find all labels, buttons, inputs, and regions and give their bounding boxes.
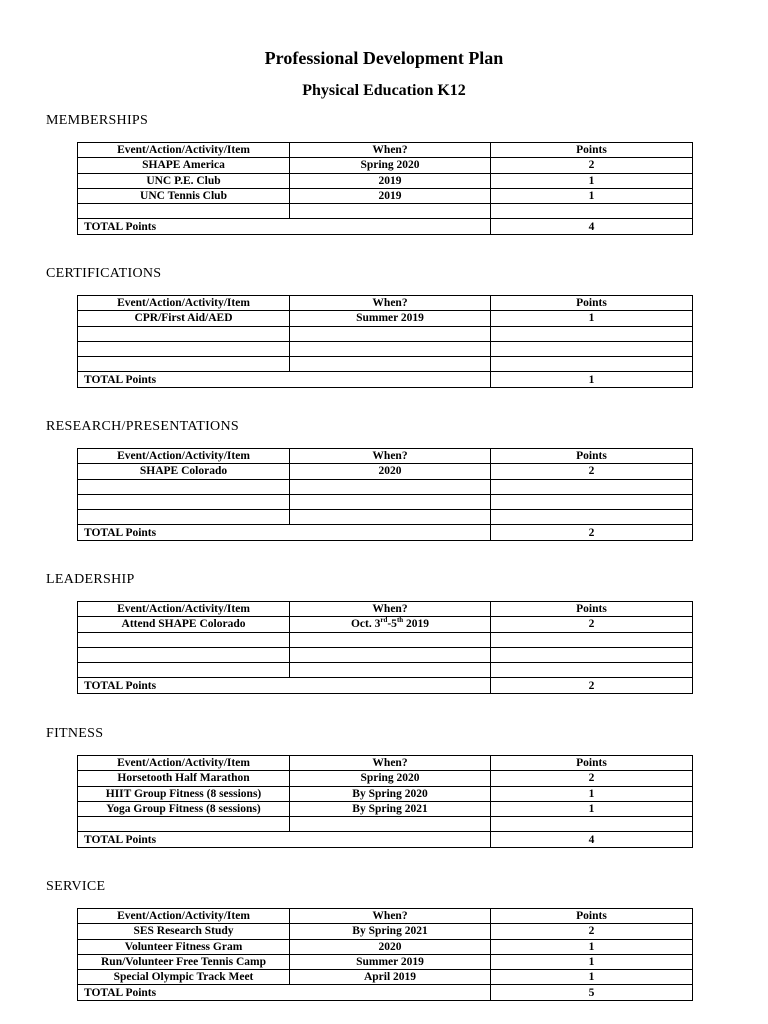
- cell-event: [78, 479, 290, 494]
- column-header-when: When?: [290, 143, 491, 158]
- total-points-value: 1: [491, 372, 693, 387]
- section-heading-memberships: MEMBERSHIPS: [46, 113, 149, 128]
- column-header-event: Event/Action/Activity/Item: [78, 143, 290, 158]
- cell-when: By Spring 2020: [290, 786, 491, 801]
- total-label: TOTAL Points: [78, 678, 491, 693]
- cell-points: [491, 479, 693, 494]
- table-row: [78, 326, 693, 341]
- table-row: [78, 970, 693, 985]
- table-row: [78, 817, 693, 832]
- cell-event: Run/Volunteer Free Tennis Camp: [78, 954, 290, 969]
- cell-when: 2019: [290, 173, 491, 188]
- table-research-presentations: [77, 448, 693, 541]
- total-points-value: 2: [491, 678, 693, 693]
- total-row: [78, 678, 693, 693]
- cell-when: [290, 510, 491, 525]
- table-leadership: [77, 601, 693, 694]
- total-points-value: 2: [491, 525, 693, 540]
- cell-points: 2: [491, 771, 693, 786]
- cell-points: 1: [491, 786, 693, 801]
- cell-when: [290, 494, 491, 509]
- cell-event: SHAPE America: [78, 158, 290, 173]
- cell-when: [290, 357, 491, 372]
- section-heading-certifications: CERTIFICATIONS: [46, 266, 162, 281]
- table-row: [78, 632, 693, 647]
- total-points-value: 4: [491, 219, 693, 234]
- total-row: [78, 219, 693, 234]
- cell-when: April 2019: [290, 970, 491, 985]
- total-label: TOTAL Points: [78, 832, 491, 847]
- table-row: [78, 204, 693, 219]
- total-row: [78, 985, 693, 1000]
- cell-when: Oct. 3rd-5th 2019: [290, 617, 491, 632]
- column-header-when: When?: [290, 449, 491, 464]
- cell-points: 1: [491, 970, 693, 985]
- cell-points: [491, 663, 693, 678]
- total-label: TOTAL Points: [78, 525, 491, 540]
- cell-event: [78, 632, 290, 647]
- cell-points: 2: [491, 924, 693, 939]
- table-row: [78, 158, 693, 173]
- cell-when: Spring 2020: [290, 158, 491, 173]
- cell-when: By Spring 2021: [290, 924, 491, 939]
- column-header-event: Event/Action/Activity/Item: [78, 449, 290, 464]
- cell-when: By Spring 2021: [290, 801, 491, 816]
- cell-points: [491, 494, 693, 509]
- cell-event: Volunteer Fitness Gram: [78, 939, 290, 954]
- cell-when: Summer 2019: [290, 311, 491, 326]
- cell-event: [78, 326, 290, 341]
- cell-event: [78, 510, 290, 525]
- table-row: [78, 188, 693, 203]
- cell-event: Attend SHAPE Colorado: [78, 617, 290, 632]
- table-header-row: [78, 909, 693, 924]
- table-row: [78, 801, 693, 816]
- table-row: [78, 341, 693, 356]
- cell-points: [491, 357, 693, 372]
- cell-event: UNC P.E. Club: [78, 173, 290, 188]
- column-header-when: When?: [290, 909, 491, 924]
- cell-points: [491, 510, 693, 525]
- cell-event: Horsetooth Half Marathon: [78, 771, 290, 786]
- table-fitness: [77, 755, 693, 848]
- total-row: [78, 832, 693, 847]
- column-header-points: Points: [491, 756, 693, 771]
- table-row: [78, 786, 693, 801]
- cell-points: [491, 817, 693, 832]
- total-label: TOTAL Points: [78, 985, 491, 1000]
- cell-event: CPR/First Aid/AED: [78, 311, 290, 326]
- table-service: [77, 908, 693, 1001]
- column-header-points: Points: [491, 909, 693, 924]
- table-memberships: [77, 142, 693, 235]
- column-header-event: Event/Action/Activity/Item: [78, 296, 290, 311]
- table-header-row: [78, 143, 693, 158]
- cell-event: [78, 494, 290, 509]
- cell-event: Special Olympic Track Meet: [78, 970, 290, 985]
- total-row: [78, 525, 693, 540]
- cell-event: [78, 647, 290, 662]
- cell-points: [491, 632, 693, 647]
- table-row: [78, 494, 693, 509]
- table-row: [78, 663, 693, 678]
- section-heading-leadership: LEADERSHIP: [46, 572, 135, 587]
- cell-event: [78, 204, 290, 219]
- column-header-when: When?: [290, 296, 491, 311]
- section-heading-fitness: FITNESS: [46, 726, 104, 741]
- table-header-row: [78, 602, 693, 617]
- cell-when: 2020: [290, 464, 491, 479]
- cell-when: [290, 204, 491, 219]
- cell-points: 2: [491, 617, 693, 632]
- cell-when: [290, 663, 491, 678]
- cell-event: [78, 357, 290, 372]
- column-header-points: Points: [491, 449, 693, 464]
- table-header-row: [78, 449, 693, 464]
- total-row: [78, 372, 693, 387]
- column-header-event: Event/Action/Activity/Item: [78, 756, 290, 771]
- cell-when: 2020: [290, 939, 491, 954]
- total-label: TOTAL Points: [78, 219, 491, 234]
- table-header-row: [78, 296, 693, 311]
- cell-when: [290, 341, 491, 356]
- column-header-points: Points: [491, 602, 693, 617]
- cell-event: UNC Tennis Club: [78, 188, 290, 203]
- table-row: [78, 173, 693, 188]
- column-header-points: Points: [491, 143, 693, 158]
- table-certifications: [77, 295, 693, 388]
- cell-event: [78, 341, 290, 356]
- table-row: [78, 647, 693, 662]
- cell-event: Yoga Group Fitness (8 sessions): [78, 801, 290, 816]
- table-row: [78, 924, 693, 939]
- cell-points: [491, 341, 693, 356]
- table-header-row: [78, 756, 693, 771]
- table-row: [78, 510, 693, 525]
- total-label: TOTAL Points: [78, 372, 491, 387]
- cell-when: [290, 817, 491, 832]
- cell-event: SHAPE Colorado: [78, 464, 290, 479]
- cell-points: [491, 204, 693, 219]
- cell-event: SES Research Study: [78, 924, 290, 939]
- cell-points: [491, 326, 693, 341]
- total-points-value: 5: [491, 985, 693, 1000]
- cell-points: 1: [491, 801, 693, 816]
- cell-points: 2: [491, 158, 693, 173]
- table-row: [78, 939, 693, 954]
- column-header-points: Points: [491, 296, 693, 311]
- cell-points: [491, 647, 693, 662]
- cell-when: Spring 2020: [290, 771, 491, 786]
- section-heading-research-presentations: RESEARCH/PRESENTATIONS: [46, 419, 239, 434]
- cell-points: 2: [491, 464, 693, 479]
- table-row: [78, 357, 693, 372]
- cell-when: Summer 2019: [290, 954, 491, 969]
- column-header-when: When?: [290, 756, 491, 771]
- document-subtitle: Physical Education K12: [302, 82, 466, 99]
- cell-event: [78, 817, 290, 832]
- table-row: [78, 617, 693, 632]
- cell-points: 1: [491, 954, 693, 969]
- cell-points: 1: [491, 173, 693, 188]
- cell-when: [290, 326, 491, 341]
- table-row: [78, 311, 693, 326]
- section-heading-service: SERVICE: [46, 879, 106, 894]
- document-title: Professional Development Plan: [264, 48, 504, 68]
- cell-when: 2019: [290, 188, 491, 203]
- table-row: [78, 954, 693, 969]
- cell-event: HIIT Group Fitness (8 sessions): [78, 786, 290, 801]
- column-header-event: Event/Action/Activity/Item: [78, 602, 290, 617]
- column-header-when: When?: [290, 602, 491, 617]
- cell-when: [290, 647, 491, 662]
- column-header-event: Event/Action/Activity/Item: [78, 909, 290, 924]
- cell-points: 1: [491, 311, 693, 326]
- table-row: [78, 771, 693, 786]
- cell-points: 1: [491, 939, 693, 954]
- cell-event: [78, 663, 290, 678]
- cell-points: 1: [491, 188, 693, 203]
- cell-when: [290, 479, 491, 494]
- table-row: [78, 464, 693, 479]
- total-points-value: 4: [491, 832, 693, 847]
- table-row: [78, 479, 693, 494]
- cell-when: [290, 632, 491, 647]
